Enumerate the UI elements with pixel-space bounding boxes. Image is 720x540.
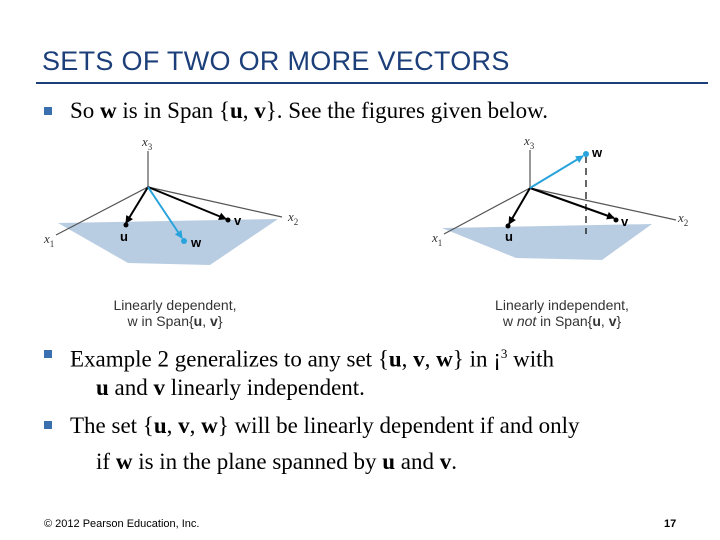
vector-v-point xyxy=(226,218,231,223)
v-label: v xyxy=(621,214,629,229)
bullet-3-line2: if w is in the plane spanned by u and v. xyxy=(96,449,457,474)
vector-u: u xyxy=(229,98,243,123)
x1-label: $x_1$ xyxy=(44,231,55,249)
w-label: w xyxy=(191,235,202,250)
span-plane xyxy=(58,219,278,265)
bullet-1-text xyxy=(70,98,548,124)
caption-right-line1: Linearly independent, xyxy=(495,297,629,313)
text: is in Span { xyxy=(116,98,230,123)
v-label: v xyxy=(234,213,242,228)
vector-u-point xyxy=(506,224,511,229)
slide-title: SETS OF TWO OR MORE VECTORS xyxy=(42,46,510,76)
x3-label: $x_3$ xyxy=(142,135,153,152)
text: }. See the figures given below. xyxy=(265,98,549,123)
footer-copyright: © 2012 Pearson Education, Inc. xyxy=(44,518,200,530)
w-label: w xyxy=(592,145,603,160)
vector-w-point xyxy=(181,238,187,244)
caption-right-line2: w not in Span{u, v} xyxy=(502,313,622,329)
x2-axis xyxy=(530,188,676,220)
x2-axis xyxy=(148,187,282,217)
x1-label: $x_1$ xyxy=(432,230,443,248)
vector-v-point xyxy=(614,218,619,223)
r3-symbol: ¡ xyxy=(493,345,501,372)
text: So xyxy=(70,98,101,123)
vector-w-arrow xyxy=(530,156,583,188)
bullet-3-line1: The set {u, v, w} will be linearly dependent if and only xyxy=(70,413,580,438)
u-label: u xyxy=(505,229,513,244)
vector-v-arrow xyxy=(530,188,614,218)
vector-w: w xyxy=(100,98,117,123)
bullet-marker xyxy=(44,107,52,115)
figure-linearly-dependent xyxy=(20,135,350,295)
vector-w-point xyxy=(583,151,589,157)
bullet-2-line1: Example 2 generalizes to any set {u, v, w} in ¡$^3$ with xyxy=(70,345,555,372)
x2-label: $x_2$ xyxy=(678,210,689,228)
r3-superscript: 3 xyxy=(500,346,508,361)
bullet-2-line2: u and v linearly independent. xyxy=(96,375,365,400)
caption-left-line1: Linearly dependent, xyxy=(113,297,237,313)
span-plane xyxy=(442,224,652,260)
x2-label: $x_2$ xyxy=(288,209,299,227)
vector-v: v xyxy=(254,98,266,123)
vector-u-point xyxy=(124,223,129,228)
caption-left-line2: w in Span{u, v} xyxy=(127,313,223,329)
bullet-marker xyxy=(44,421,52,429)
figure-linearly-independent xyxy=(420,134,710,274)
caption-right xyxy=(484,297,640,329)
page-number: 17 xyxy=(664,518,677,530)
text: , xyxy=(242,98,255,123)
caption-left xyxy=(100,297,250,329)
title-divider xyxy=(36,82,708,84)
x3-label: $x_3$ xyxy=(524,134,535,151)
u-label: u xyxy=(120,229,128,244)
bullet-marker xyxy=(44,350,52,358)
